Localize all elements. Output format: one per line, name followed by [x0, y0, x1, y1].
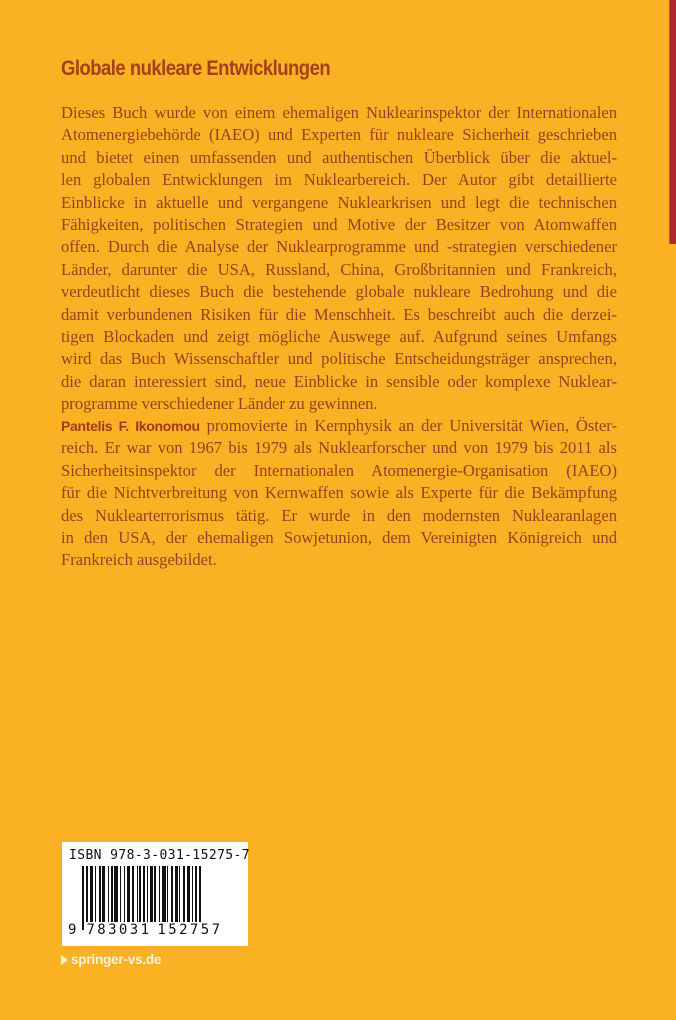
bio-line: für die Nichtverbreitung von Kernwaffen sowie als Experte für die Bekämpfung	[61, 483, 617, 503]
book-description	[61, 102, 617, 416]
description-line: Länder, darunter die USA, Russland, China, Großbritannien und Frankreich,	[61, 259, 617, 279]
barcode-digits	[68, 922, 222, 938]
author-bio	[61, 415, 617, 572]
isbn-barcode	[62, 842, 248, 946]
book-title: Globale nukleare Entwicklungen	[61, 56, 331, 80]
publisher-link[interactable]	[61, 952, 161, 967]
description-line: wird das Buch Wissenschaftler und politische Entscheidungsträger ansprechen,	[61, 349, 617, 369]
description-line: verdeutlicht dieses Buch die bestehende globale nukleare Bedrohung und die	[61, 282, 617, 302]
description-line: Dieses Buch wurde von einem ehemaligen Nuklearinspektor der Internationalen	[61, 103, 617, 122]
author-name: Pantelis F. Ikonomou	[61, 418, 200, 434]
description-line: Einblicke in aktuelle und vergangene Nuklearkrisen und legt die technischen	[61, 192, 617, 212]
description-line: offen. Durch die Analyse der Nuklearprogramme und -strategien verschiedener	[61, 237, 617, 257]
description-line: tigen Blockaden und zeigt mögliche Auswege auf. Aufgrund seines Umfangs	[61, 327, 617, 347]
play-triangle-icon	[61, 955, 68, 965]
description-line: Atomenergiebehörde (IAEO) und Experten für nukleare Sicherheit geschrieben	[61, 125, 617, 145]
spine-color-bar	[669, 0, 676, 244]
barcode-bars	[82, 866, 242, 930]
bio-first-line	[61, 415, 617, 437]
barcode-digit-group-2: 152757	[157, 922, 223, 938]
bio-line: Frankreich ausgebildet.	[61, 550, 217, 570]
description-line: damit verbundenen Risiken für die Menschheit. Es beschreibt auch die derzei-	[61, 304, 617, 324]
bio-line: Sicherheitsinspektor der Internationalen Atomenergie-Organisation (IAEO)	[61, 460, 617, 480]
barcode-digit-lead: 9	[68, 922, 77, 938]
barcode-digit-group-1: 783031	[86, 922, 152, 938]
description-line: len globalen Entwicklungen im Nuklearbereich. Der Autor gibt detaillierte	[61, 170, 617, 190]
bio-first-line-text: promovierte in Kernphysik an der Universität Wien, Öster-	[199, 416, 617, 435]
publisher-link-text: springer-vs.de	[71, 952, 162, 967]
description-line: und bietet einen umfassenden und authentischen Überblick über die aktuel-	[61, 147, 617, 167]
bio-line: in den USA, der ehemaligen Sowjetunion, dem Vereinigten Königreich und	[61, 528, 617, 548]
bio-line: reich. Er war von 1967 bis 1979 als Nuklearforscher und von 1979 bis 2011 als	[61, 438, 617, 458]
bio-line: des Nuklearterrorismus tätig. Er wurde in den modernsten Nuklearanlagen	[61, 505, 617, 525]
isbn-label: ISBN 978-3-031-15275-7	[69, 848, 250, 863]
description-line: Fähigkeiten, politischen Strategien und Motive der Besitzer von Atomwaffen	[61, 215, 617, 235]
description-line: die daran interessiert sind, neue Einblicke in sensible oder komplexe Nuklear-	[61, 371, 617, 391]
description-line: programme verschiedener Länder zu gewinnen.	[61, 394, 378, 414]
